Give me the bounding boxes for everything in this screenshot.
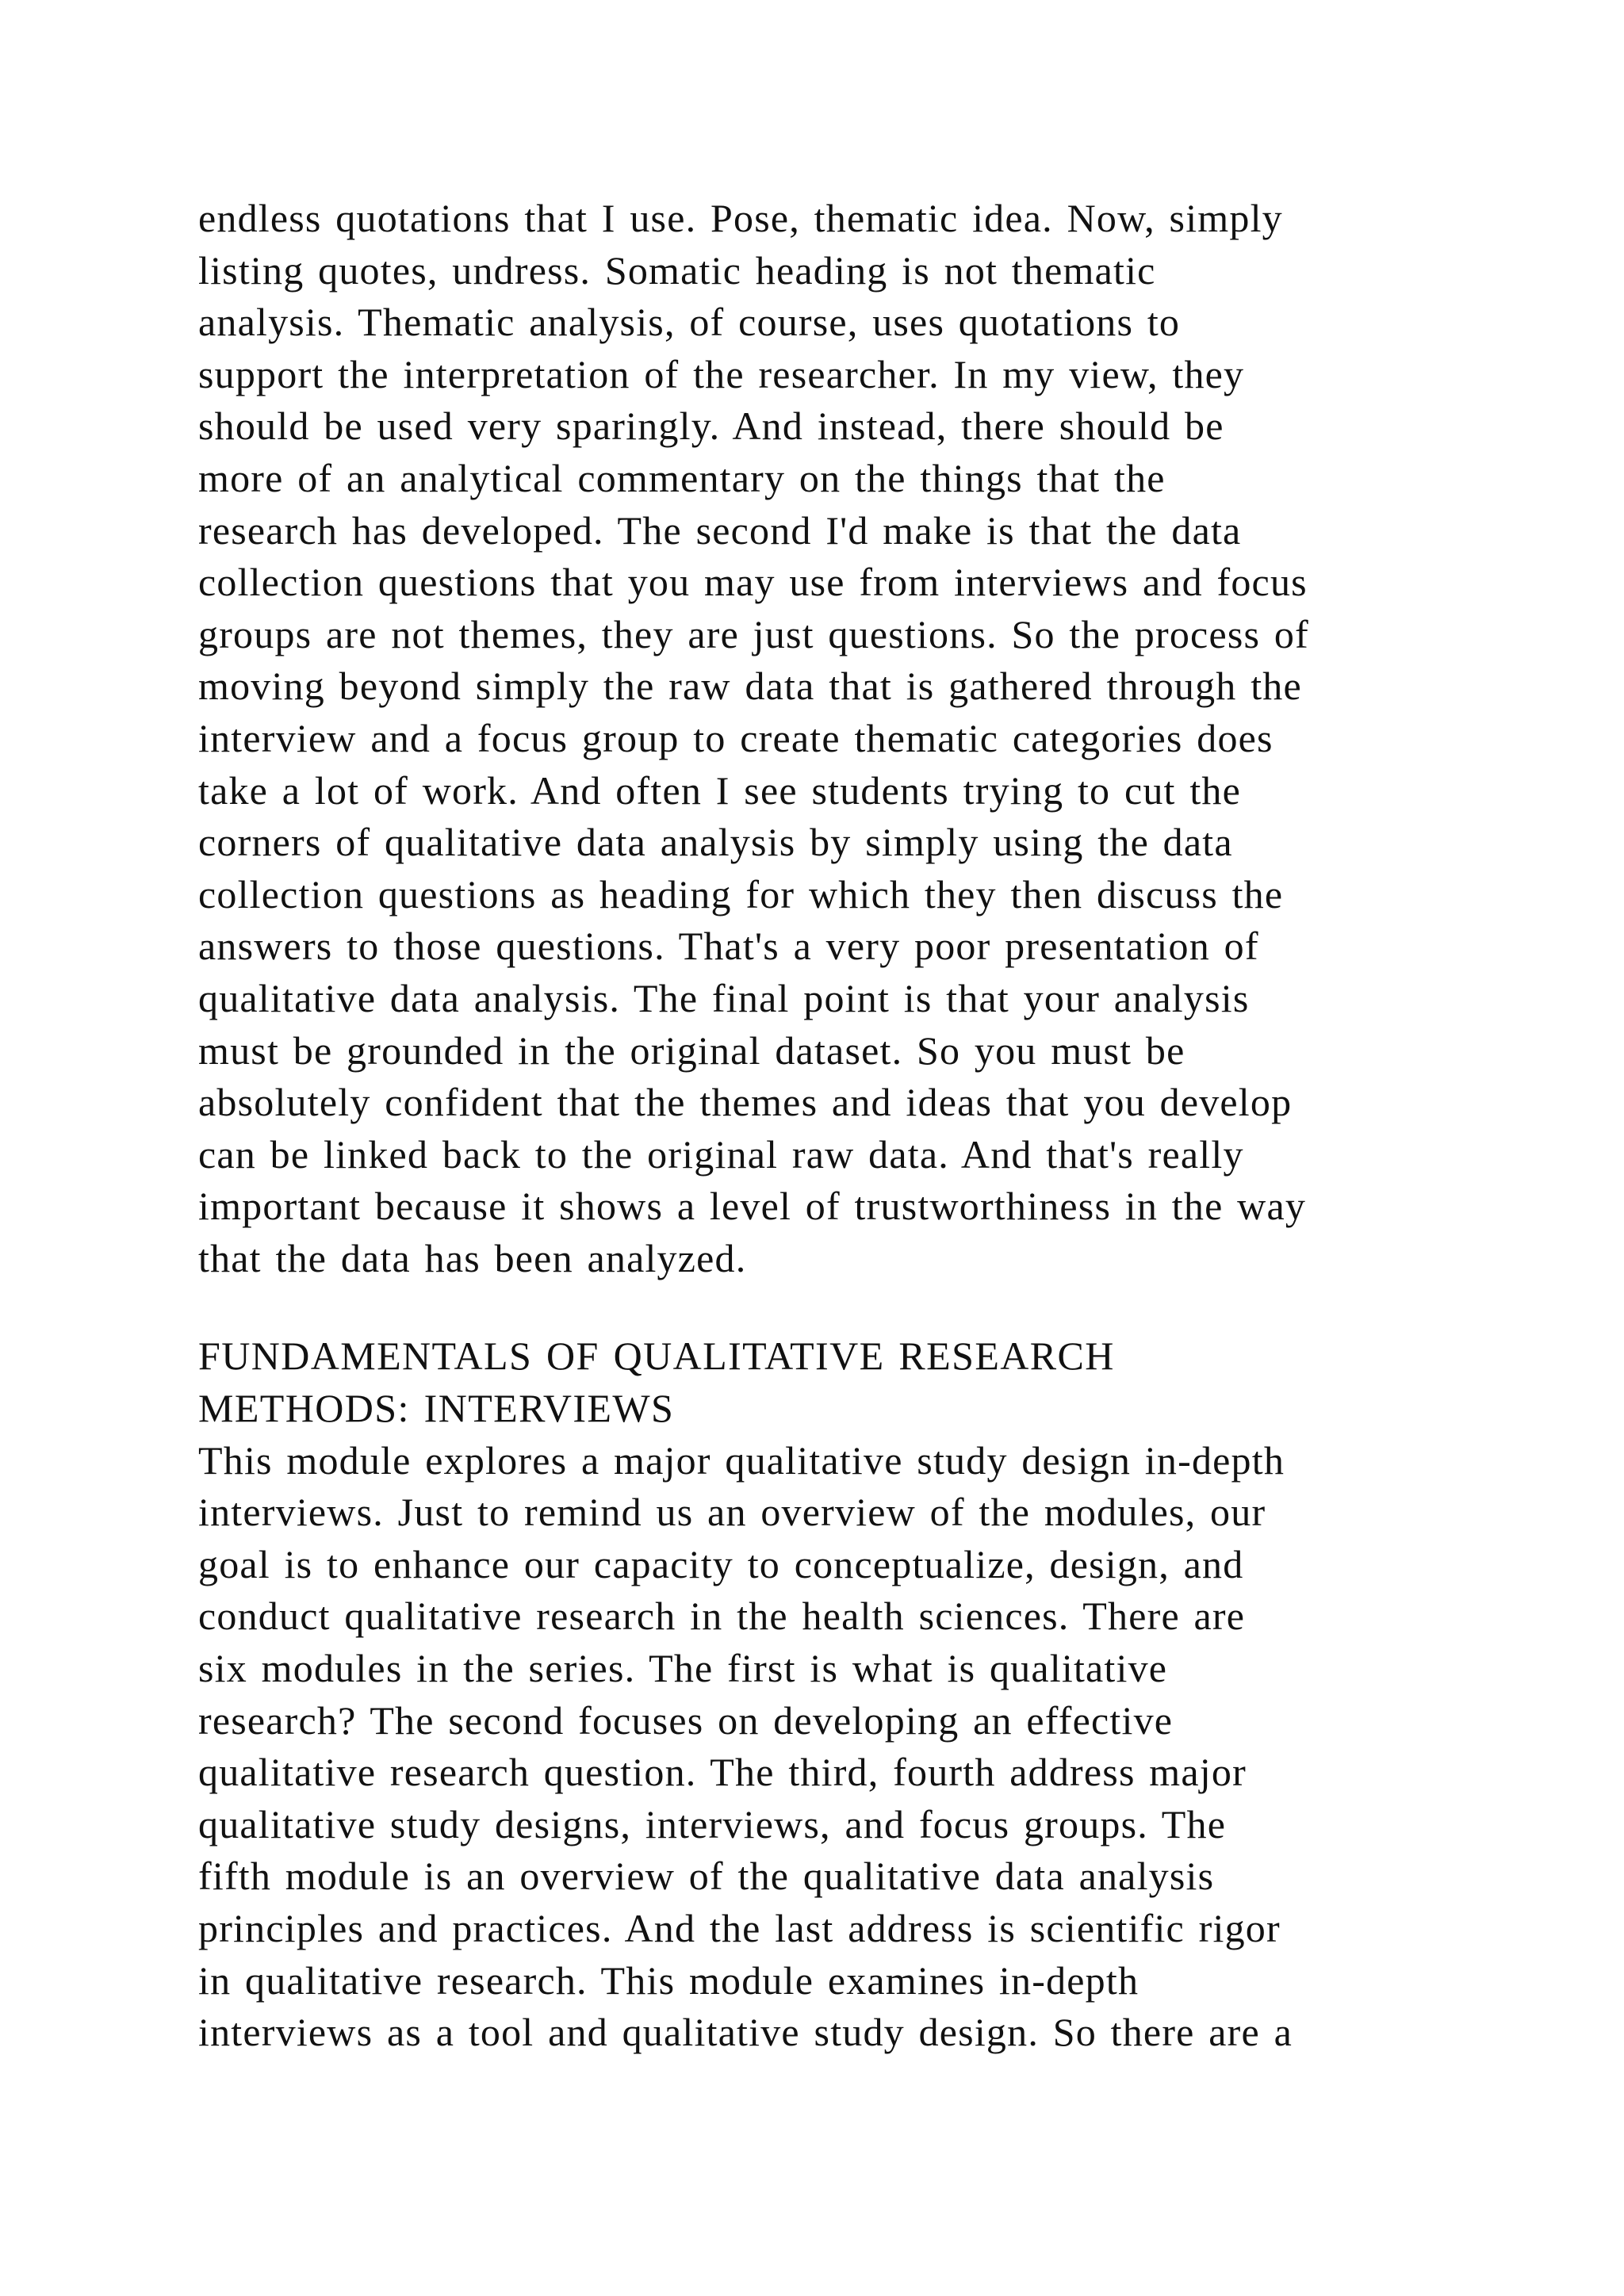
text-line: This module explores a major qualitative study design in-depth <box>198 1437 1285 1483</box>
text-line: support the interpretation of the researcher. In my view, they <box>198 351 1245 396</box>
text-line: moving beyond simply the raw data that is gathered through the <box>198 664 1302 709</box>
text-line: should be used very sparingly. And instead, there should be <box>198 404 1224 449</box>
text-line: absolutely confident that the themes and ideas that you develop <box>198 1080 1293 1125</box>
text-line: interviews as a tool and qualitative study design. So there are a <box>198 2010 1293 2055</box>
text-line: that the data has been analyzed. <box>198 1235 747 1280</box>
text-line: can be linked back to the original raw data. And that's really <box>198 1131 1244 1177</box>
text-line: must be grounded in the original dataset. So you must be <box>198 1027 1185 1073</box>
paragraph-1 <box>198 193 1499 1284</box>
text-line: research? The second focuses on developing an effective <box>198 1697 1174 1743</box>
text-line: conduct qualitative research in the health sciences. There are <box>198 1594 1246 1639</box>
text-line: collection questions as heading for which they then discuss the <box>198 871 1284 916</box>
text-line: listing quotes, undress. Somatic heading is not thematic <box>198 247 1156 293</box>
text-line: interviews. Just to remind us an overview of the modules, our <box>198 1490 1266 1535</box>
heading-line: FUNDAMENTALS OF QUALITATIVE RESEARCH <box>198 1334 1115 1379</box>
text-line: analysis. Thematic analysis, of course, uses quotations to <box>198 300 1181 345</box>
text-line: principles and practices. And the last address is scientific rigor <box>198 1906 1281 1950</box>
text-line: groups are not themes, they are just questions. So the process of <box>198 611 1309 656</box>
text-line: in qualitative research. This module examines in-depth <box>198 1957 1139 2003</box>
text-line: goal is to enhance our capacity to conceptualize, design, and <box>198 1541 1244 1586</box>
text-line: answers to those questions. That's a very poor presentation of <box>198 924 1259 969</box>
text-line: interview and a focus group to create thematic categories does <box>198 715 1274 760</box>
text-line: collection questions that you may use from interviews and focus <box>198 560 1308 605</box>
text-line: qualitative research question. The third, fourth address major <box>198 1750 1247 1795</box>
paragraph-spacer <box>198 1284 1499 1330</box>
text-line: qualitative data analysis. The final point is that your analysis <box>198 975 1250 1020</box>
text-line: important because it shows a level of trustworthiness in the way <box>198 1184 1307 1229</box>
text-line: more of an analytical commentary on the things that the <box>198 455 1166 500</box>
text-line: endless quotations that I use. Pose, thematic idea. Now, simply <box>198 196 1283 240</box>
text-line: fifth module is an overview of the qualitative data analysis <box>198 1854 1215 1899</box>
text-line: six modules in the series. The first is what is qualitative <box>198 1646 1168 1691</box>
text-line: corners of qualitative data analysis by simply using the data <box>198 820 1233 865</box>
section-heading <box>198 1330 1499 1434</box>
heading-line: METHODS: INTERVIEWS <box>198 1386 675 1431</box>
document-body <box>198 193 1499 2059</box>
text-line: take a lot of work. And often I see students trying to cut the <box>198 767 1242 813</box>
text-line: qualitative study designs, interviews, and focus groups. The <box>198 1801 1227 1846</box>
paragraph-2 <box>198 1435 1499 2059</box>
text-line: research has developed. The second I'd make is that the data <box>198 507 1242 553</box>
